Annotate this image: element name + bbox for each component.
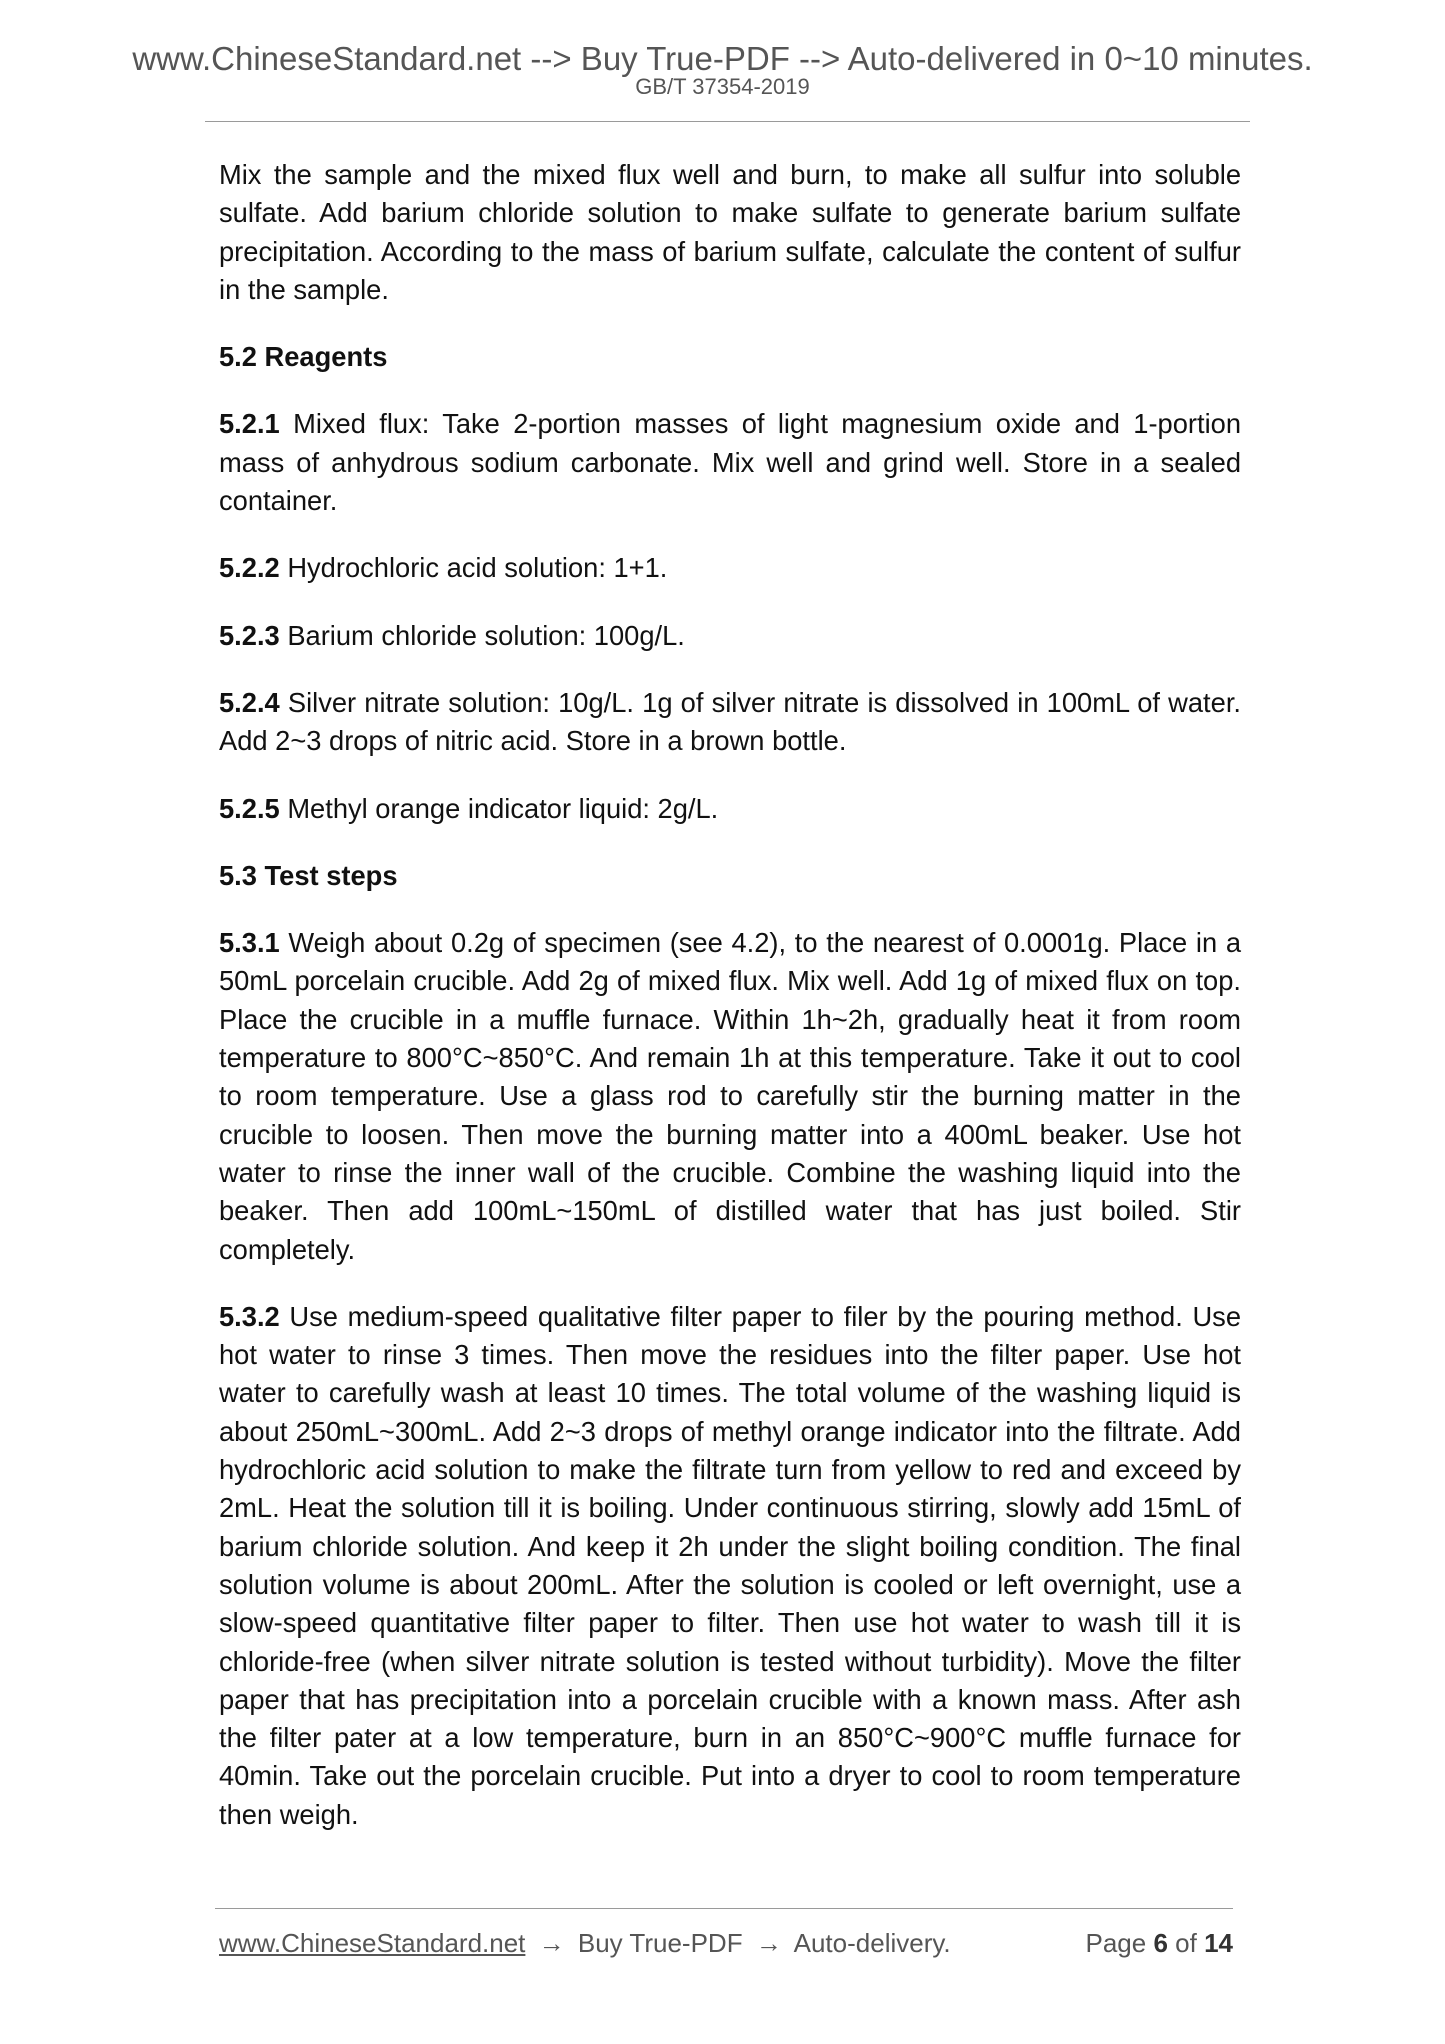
clause-text: Mixed flux: Take 2-portion masses of light magnesium oxide and 1-portion mass of anhydrous sodium carbonate. Mix well and grind well. Store in a sealed container. <box>219 408 1241 517</box>
reagent-item <box>219 617 1241 655</box>
section-heading-reagents: 5.2 Reagents <box>219 341 388 373</box>
clause-number: 5.2.5 <box>219 792 280 824</box>
buy-text: Buy True-PDF <box>577 1928 743 1958</box>
clause-text: Weigh about 0.2g of specimen (see 4.2), to the nearest of 0.0001g. Place in a 50mL porcelain crucible. Add 2g of mixed flux. Mix well. Add 1g of mixed flux on top. Place the crucible in a muffle furnace. Within 1h~2h, gradually heat it from room temperature to 800°C~850°C. And remain 1h at this temperature. Take it out to cool to room temperature. Use a glass rod to carefully stir the burning matter in the crucible to loosen. Then move the burning matter into a 400mL beaker. Use hot water to rinse the inner wall of the crucible. Combine the washing liquid into the beaker. Then add 100mL~150mL of distilled water that has just boiled. Stir completely. <box>219 927 1241 1265</box>
site-link[interactable]: www.ChineseStandard.net <box>219 1928 526 1958</box>
document-code: GB/T 37354-2019 <box>635 74 810 99</box>
reagent-item <box>219 790 1241 828</box>
clause-number: 5.2.3 <box>219 619 280 651</box>
reagent-item <box>219 549 1241 587</box>
reagent-item <box>219 405 1241 520</box>
clause-number: 5.3.1 <box>219 927 280 959</box>
reagent-item <box>219 684 1241 761</box>
footer-divider <box>215 1908 1233 1909</box>
header-divider <box>205 121 1250 122</box>
arrow-right-icon: → <box>538 1928 565 1958</box>
step-item <box>219 1298 1241 1834</box>
of-word: of <box>1175 1928 1197 1958</box>
page-number: 6 <box>1153 1928 1168 1958</box>
page-footer <box>219 1926 1233 1960</box>
page-total: 14 <box>1204 1928 1233 1958</box>
clause-number: 5.2.1 <box>219 408 280 440</box>
clause-text: Barium chloride solution: 100g/L. <box>287 619 685 651</box>
page-word: Page <box>1085 1928 1147 1958</box>
page-indicator <box>1085 1926 1233 1960</box>
clause-text: Methyl orange indicator liquid: 2g/L. <box>287 792 719 824</box>
document-body <box>219 156 1241 1863</box>
clause-number: 5.2.4 <box>219 686 280 718</box>
footer-promo <box>219 1926 951 1960</box>
clause-text: Hydrochloric acid solution: 1+1. <box>287 552 668 584</box>
intro-paragraph: Mix the sample and the mixed flux well and burn, to make all sulfur into soluble sulfate. Add barium chloride solution to make sulfate to generate barium sulfate precipitation. According to the mass of barium sulfate, calculate the content of sulfur in the sample. <box>219 159 1241 305</box>
delivery-text: Auto-delivery. <box>793 1928 951 1958</box>
step-item <box>219 924 1241 1269</box>
arrow-right-icon: → <box>755 1928 782 1958</box>
clause-text: Use medium-speed qualitative filter paper to filer by the pouring method. Use hot water to rinse 3 times. Then move the residues into the filter paper. Use hot water to carefully wash at least 10 times. The total volume of the washing liquid is about 250mL~300mL. Add 2~3 drops of methyl orange indicator into the filtrate. Add hydrochloric acid solution to make the filtrate turn from yellow to red and exceed by 2mL. Heat the solution till it is boiling. Under continuous stirring, slowly add 15mL of barium chloride solution. And keep it 2h under the slight boiling condition. The final solution volume is about 200mL. After the solution is cooled or left overnight, use a slow-speed quantitative filter paper to filter. Then use hot water to wash till it is chloride-free (when silver nitrate solution is tested without turbidity). Move the filter paper that has precipitation into a porcelain crucible with a known mass. After ash the filter pater at a low temperature, burn in an 850°C~900°C muffle furnace for 40min. Take out the porcelain crucible. Put into a dryer to cool to room temperature then weigh. <box>219 1300 1241 1830</box>
clause-number: 5.2.2 <box>219 552 280 584</box>
section-heading-test-steps: 5.3 Test steps <box>219 859 398 891</box>
clause-text: Silver nitrate solution: 10g/L. 1g of silver nitrate is dissolved in 100mL of water. Add 2~3 drops of nitric acid. Store in a brown bottle. <box>219 686 1241 757</box>
clause-number: 5.3.2 <box>219 1300 280 1332</box>
site-banner: www.ChineseStandard.net --> Buy True-PDF --> Auto-delivered in 0~10 minutes. <box>132 40 1313 77</box>
